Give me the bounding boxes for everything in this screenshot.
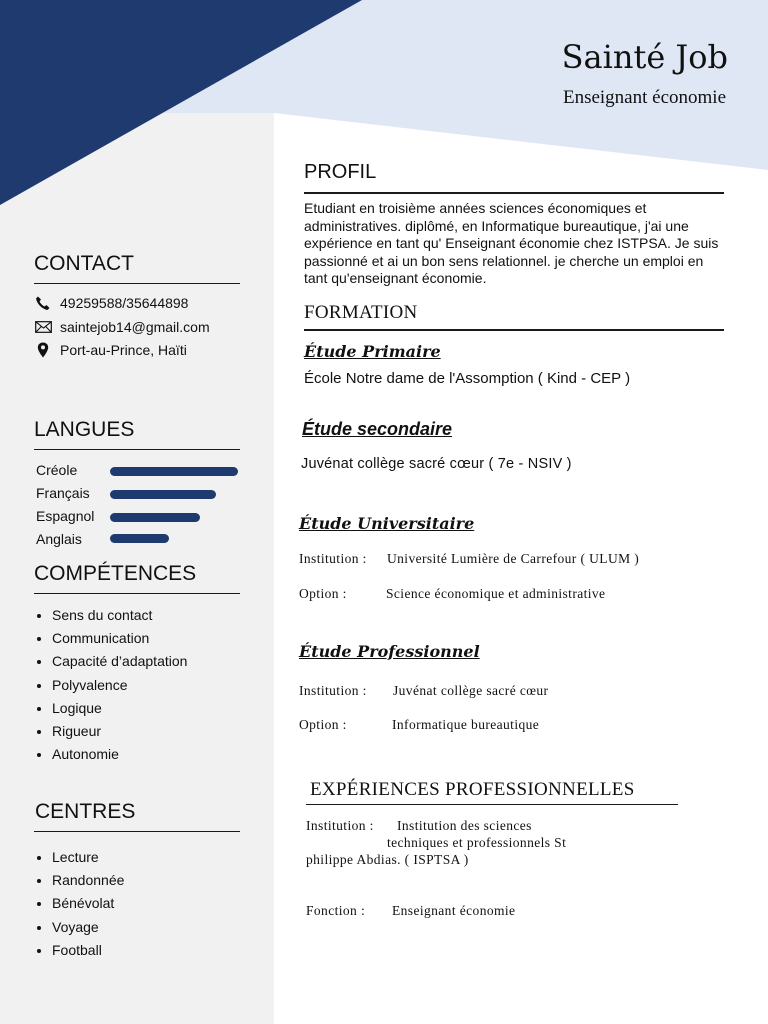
- contact-phone: [34, 293, 188, 313]
- list-item: • Randonnée: [52, 869, 124, 892]
- contact-title: CONTACT: [34, 252, 134, 275]
- location-pin-icon: [34, 342, 52, 358]
- experience-institution-line1: Institution des sciences: [397, 818, 532, 833]
- experience-institution-line2: techniques et professionnels St: [387, 835, 567, 850]
- language-label: Espagnol: [36, 508, 95, 524]
- list-item: • Autonomie: [52, 743, 187, 766]
- profil-divider: [304, 192, 724, 194]
- email-address[interactable]: saintejob14@gmail.com: [60, 319, 210, 335]
- language-label: Anglais: [36, 531, 82, 547]
- language-label: Français: [36, 485, 90, 501]
- professionnel-option-row: [299, 717, 539, 733]
- list-item: • Capacité d’adaptation: [52, 650, 187, 673]
- language-level-bar: [110, 467, 238, 476]
- contact-location: [34, 340, 187, 360]
- centres-divider: [34, 831, 240, 832]
- competences-divider: [34, 593, 240, 594]
- experience-fonction-row: [306, 903, 515, 919]
- list-item: • Lecture: [52, 846, 124, 869]
- language-level-bar: [110, 490, 216, 499]
- institution-value: Juvénat collège sacré cœur: [393, 683, 549, 698]
- primaire-title: Étude Primaire: [304, 342, 441, 361]
- professionnel-institution-row: [299, 683, 548, 699]
- centres-list: [34, 846, 124, 962]
- location-text: Port-au-Prince, Haïti: [60, 342, 187, 358]
- language-level-bar: [110, 513, 200, 522]
- list-item: • Polyvalence: [52, 674, 187, 697]
- institution-label: Institution :: [299, 551, 367, 566]
- fonction-label: Fonction :: [306, 903, 366, 918]
- experiences-divider: [306, 804, 678, 805]
- formation-divider: [304, 329, 724, 331]
- list-item: • Voyage: [52, 916, 124, 939]
- formation-title: FORMATION: [304, 302, 418, 323]
- experiences-title: EXPÉRIENCES PROFESSIONNELLES: [310, 779, 635, 800]
- primaire-detail: École Notre dame de l'Assomption ( Kind - CEP ): [304, 370, 631, 387]
- list-item: • Communication: [52, 627, 187, 650]
- experience-institution-line3: philippe Abdias. ( ISPTSA ): [306, 852, 469, 867]
- langues-title: LANGUES: [34, 418, 135, 441]
- list-item: • Rigueur: [52, 720, 187, 743]
- language-label: Créole: [36, 462, 78, 478]
- professionnel-title: Étude Professionnel: [299, 642, 480, 661]
- email-icon: [34, 319, 52, 335]
- option-label: Option :: [299, 586, 347, 601]
- phone-icon: [34, 295, 52, 311]
- candidate-role: Enseignant économie: [562, 87, 726, 108]
- list-item: • Bénévolat: [52, 892, 124, 915]
- competences-title: COMPÉTENCES: [34, 562, 197, 585]
- experience-institution-label: Institution :: [306, 818, 374, 833]
- contact-email: [34, 317, 210, 337]
- contact-divider: [34, 283, 240, 284]
- fonction-value: Enseignant économie: [392, 903, 516, 918]
- secondaire-title: Étude secondaire: [302, 419, 453, 439]
- phone-number: 49259588/35644898: [60, 295, 189, 311]
- profil-title: PROFIL: [304, 161, 377, 183]
- secondaire-detail: Juvénat collège sacré cœur ( 7e - NSIV ): [301, 456, 572, 472]
- candidate-name: Sainté Job: [561, 38, 728, 76]
- list-item: • Football: [52, 939, 124, 962]
- list-item: • Logique: [52, 697, 187, 720]
- option-label: Option :: [299, 717, 347, 732]
- institution-label: Institution :: [299, 683, 367, 698]
- institution-value: Université Lumière de Carrefour ( ULUM ): [387, 551, 640, 566]
- centres-title: CENTRES: [35, 800, 136, 823]
- list-item: • Sens du contact: [52, 604, 187, 627]
- competences-list: [34, 604, 187, 766]
- profil-text: Etudiant en troisième années sciences économiques et administratives. diplômé, en Informatique bureautique, j'ai une expérience en tant qu' Enseignant économie chez ISTPSA. Je suis passionné et ai un bon sens relationnel. je cherche un emploi en tant qu'enseignant économie.: [304, 200, 719, 287]
- universitaire-title: Étude Universitaire: [299, 514, 475, 533]
- universitaire-institution-row: [299, 551, 639, 567]
- option-value: Informatique bureautique: [392, 717, 540, 732]
- langues-divider: [34, 449, 240, 450]
- language-level-bar: [110, 534, 169, 543]
- universitaire-option-row: [299, 586, 605, 602]
- option-value: Science économique et administrative: [386, 586, 606, 601]
